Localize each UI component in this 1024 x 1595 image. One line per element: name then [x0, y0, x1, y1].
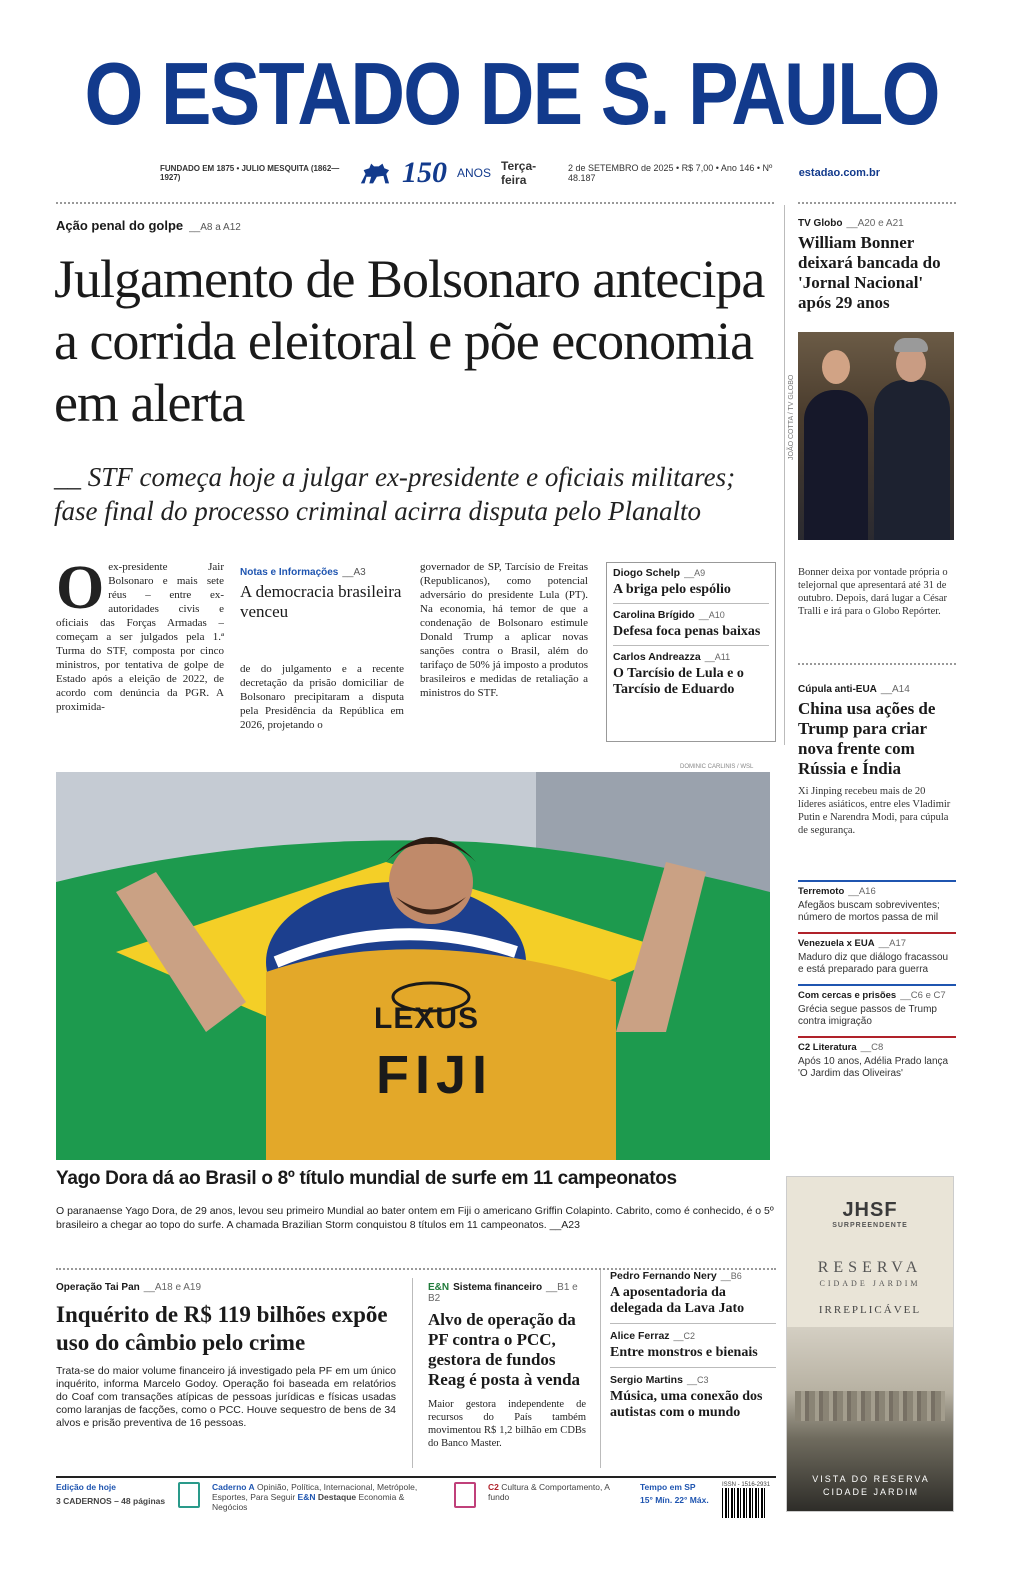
tv-kicker: TV Globo __A20 e A21	[798, 218, 904, 229]
briefs	[798, 872, 956, 1080]
ad-subtitle: SURPREENDENTE	[832, 1222, 908, 1229]
divider	[56, 202, 774, 204]
anniversary-word: ANOS	[457, 166, 492, 180]
cupula-body: Xi Jinping recebeu mais de 20 líderes asiáticos, entre eles Vladimir Putin e Narendra Modi, para cúpula de segurança.	[798, 786, 951, 836]
weather-info: Tempo em SP 15° Mín. 22° Máx.	[640, 1482, 709, 1505]
lead-column-1	[56, 560, 224, 732]
notas-box[interactable]	[240, 567, 404, 637]
footer-index	[56, 1476, 776, 1516]
cupula-story[interactable]	[798, 684, 956, 837]
c2-info[interactable]: C2 Cultura & Comportamento, A fundo	[488, 1482, 610, 1502]
weekday: Terça-feira	[501, 159, 537, 187]
opinion-item[interactable]	[613, 567, 769, 604]
ad-cidade: CIDADE JARDIM	[819, 1279, 921, 1288]
story-body: Maior gestora independente de recursos do País também movimentou R$ 1,2 bilhão em CDBs do Banco Master.	[428, 1399, 586, 1449]
ad-vista: VISTA DO RESERVA CIDADE JARDIM	[812, 1474, 930, 1497]
bonner-photo	[798, 332, 954, 540]
brief-item[interactable]: Venezuela x EUA __A17 Maduro diz que diálogo fracassou e está preparado para guerra	[798, 932, 956, 976]
notas-title: A democracia brasileira venceu	[240, 582, 402, 621]
founded-line: FUNDADO EM 1875 • JULIO MESQUITA (1862—1927)	[160, 164, 340, 182]
site-link[interactable]: estadao.com.br	[798, 167, 880, 179]
horse-rider-icon	[358, 160, 392, 186]
opinion-bottom	[610, 1270, 776, 1433]
opinion-title: Defesa foca penas baixas	[613, 624, 761, 639]
jhsf-ad[interactable]	[786, 1176, 954, 1512]
column-divider	[412, 1278, 413, 1468]
main-kicker: Ação penal do golpe __A8 a A12	[56, 218, 241, 233]
dateline	[160, 156, 880, 189]
brief-item[interactable]: Com cercas e prisões __C6 e C7 Grécia segue passos de Trump contra imigração	[798, 984, 956, 1028]
edition-info: Edição de hoje 3 CADERNOS – 48 páginas	[56, 1482, 166, 1506]
main-headline[interactable]: Julgamento de Bolsonaro antecipa a corrida eleitoral e põe economia em alerta	[54, 249, 765, 433]
tv-title: William Bonner deixará bancada do 'Jornal Nacional' após 29 anos	[798, 233, 941, 312]
divider	[798, 663, 956, 665]
opinion-item[interactable]	[613, 609, 769, 646]
story-title: Inquérito de R$ 119 bilhões expõe uso do câmbio pelo crime	[56, 1302, 388, 1355]
column-divider	[784, 205, 785, 745]
ad-reserva: RESERVA	[817, 1259, 923, 1276]
date-info: 2 de SETEMBRO de 2025 • R$ 7,00 • Ano 146 • Nº 48.187	[567, 163, 773, 183]
brief-item[interactable]: Terremoto __A16 Afegãos buscam sobreviventes; número de mortos passa de mil	[798, 880, 956, 924]
divider	[798, 202, 956, 204]
dropcap: O	[56, 560, 105, 622]
brief-item[interactable]: C2 Literatura __C8 Após 10 anos, Adélia Prado lança 'O Jardim das Oliveiras'	[798, 1036, 956, 1080]
opinion-title: A briga pelo espólio	[613, 582, 731, 597]
photo-credit: DOMINIC CARLINIS / WSL	[680, 764, 754, 770]
tv-story[interactable]	[798, 218, 956, 313]
column-divider	[600, 1270, 601, 1468]
main-deck: __ STF começa hoje a julgar ex-presidente e oficiais militares; fase final do processo criminal acirra disputa pelo Planalto	[54, 462, 736, 526]
photo-caption[interactable]: Yago Dora dá ao Brasil o 8º título mundial de surfe em 11 campeonatos	[56, 1168, 677, 1189]
opinion-box	[606, 562, 776, 742]
opinion-item[interactable]: Alice Ferraz __C2 Entre monstros e bienais	[610, 1330, 776, 1368]
jersey-brand: LEXUS	[374, 1002, 480, 1035]
barcode-image	[722, 1488, 766, 1518]
jersey-text: FIJI	[376, 1045, 494, 1105]
ad-skyline-image	[787, 1327, 954, 1512]
opinion-item[interactable]: Sergio Martins __C3 Música, uma conexão dos autistas com o mundo	[610, 1374, 763, 1420]
columnist-name: Diogo Schelp __A9	[613, 567, 706, 579]
opinion-item[interactable]	[613, 651, 769, 703]
anniversary-number: 150	[402, 156, 447, 189]
story-kicker: E&N Sistema financeiro __B1 e B2	[428, 1282, 578, 1304]
photo-credit: JOÃO COTTA / TV GLOBO	[788, 374, 795, 460]
story-reag[interactable]	[428, 1282, 586, 1450]
story-kicker: Operação Tai Pan __A18 e A19	[56, 1282, 202, 1293]
columnist-name: Carlos Andreazza __A11	[613, 651, 731, 663]
main-pages: __A8 a A12	[189, 222, 241, 233]
cupula-kicker: Cúpula anti-EUA __A14	[798, 684, 910, 695]
caderno-a-icon	[178, 1482, 200, 1508]
caderno-a-info[interactable]: Caderno A Opinião, Política, Internacional, Metrópole, Esportes, Para Seguir E&N Destaque Economia & Negócios	[212, 1482, 418, 1512]
lead-text-1: ex-presidente Jair Bolsonaro e mais sete réus – entre ex-autoridades civis e oficiais das Forças Armadas – começam a ser julgados pela 1.ª Turma do STF, composta por cinco ministros, por tentativa de golpe de Estado após a eleição de 2022, de acordo com denúncia da PGR. A proximida-	[56, 561, 224, 713]
lead-column-2: de do julgamento e a recente decretação da prisão domiciliar de Bolsonaro precipitaram a disputa pela Presidência da República em 2026, projetando o	[240, 663, 404, 731]
opinion-item[interactable]: Pedro Fernando Nery __B6 A aposentadoria da delegada da Lava Jato	[610, 1270, 776, 1324]
c2-icon	[454, 1482, 476, 1508]
masthead	[0, 44, 1024, 143]
masthead-title: O ESTADO DE S. PAULO	[84, 44, 940, 143]
ad-brand: JHSF	[842, 1199, 898, 1221]
tv-body: Bonner deixa por vontade própria o telejornal que apresentará até 31 de outubro. Depois, dará lugar a César Tralli e irá para o Globo Repórter.	[798, 567, 948, 617]
surf-photo[interactable]	[56, 772, 770, 1160]
barcode: ISSN - 1516-2931	[722, 1482, 770, 1518]
lead-column-3: governador de SP, Tarcísio de Freitas (Republicanos), como potencial adversário do presidente Lula (PT). Na economia, há temor de que a condenação de Bolsonaro estimule Donald Trump a aplicar novas sanções contra o Brasil, além do tarifaço de 50% já imposto a produtos brasileiros e medidas de retaliação a ministros do STF.	[420, 561, 588, 699]
photo-body: O paranaense Yago Dora, de 29 anos, levou seu primeiro Mundial ao bater ontem em Fiji o americano Griffin Colapinto. Cabrito, como é conhecido, é o 5º brasileiro a chegar ao topo do surfe. A chamada Brazilian Storm conquistou 8 títulos em 11 campeonatos. __A23	[56, 1205, 774, 1231]
cupula-title: China usa ações de Trump para criar nova frente com Rússia e Índia	[798, 699, 936, 778]
story-tai-pan[interactable]	[56, 1282, 396, 1430]
notas-kicker: Notas e Informações __A3	[240, 567, 366, 578]
ad-tagline: IRREPLICÁVEL	[818, 1304, 922, 1316]
opinion-title: O Tarcísio de Lula e o Tarcísio de Eduardo	[613, 666, 744, 697]
columnist-name: Carolina Brígido __A10	[613, 609, 725, 621]
story-title: Alvo de operação da PF contra o PCC, gestora de fundos Reag é posta à venda	[428, 1310, 581, 1389]
story-body: Trata-se do maior volume financeiro já investigado pela PF em um único inquérito, informa Marcelo Godoy. Operação foi baseada em relatórios do Coaf com transações atípicas de pessoas jurídicas e físicas usadas como laranjas de facções, como o PCC. Houve sequestro de bens de 34 alvos e prisão preventiva de 16 pessoas.	[56, 1365, 396, 1429]
